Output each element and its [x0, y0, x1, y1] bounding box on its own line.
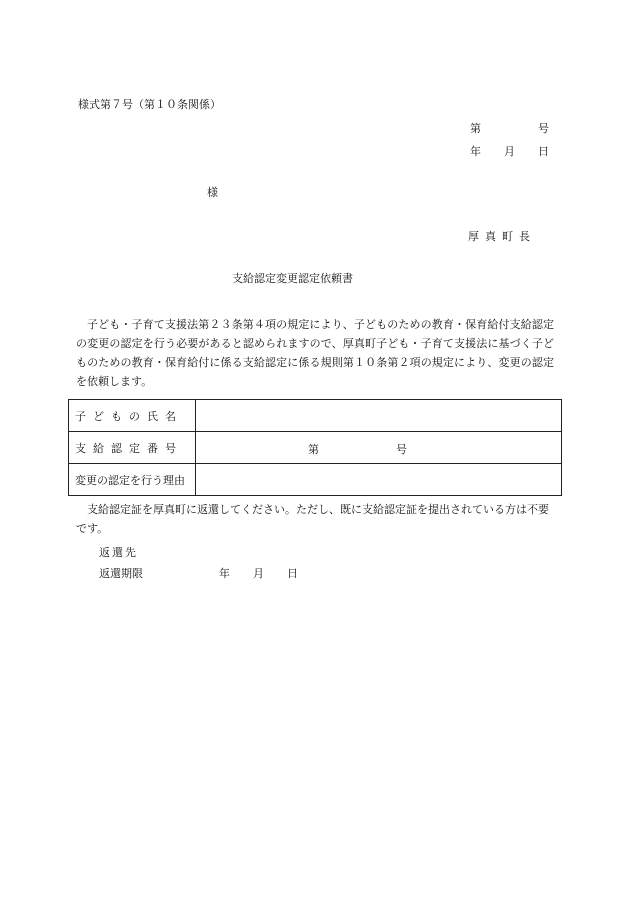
- certification-number-label: 支給認定番号: [69, 432, 196, 464]
- certification-number-value[interactable]: [196, 432, 562, 464]
- month-label: 月: [504, 145, 515, 158]
- year-label: 年: [470, 145, 481, 158]
- info-table: [68, 399, 562, 496]
- deadline-month-label: 月: [253, 567, 264, 580]
- day-label: 日: [538, 145, 549, 158]
- document-title: 支給認定変更認定依頼書: [232, 272, 353, 285]
- deadline-day-label: 日: [287, 567, 298, 580]
- body-paragraph: 子ども・子育て支援法第２３条第４項の規定により、子どものための教育・保育給付支給認定の変更の認定を行う必要があると認められますので、厚真町子ども・子育て支援法に基づく子どものための教育・保育給付に係る支給認定に係る規則第１０条第２項の規定により、変更の認定を依頼します。: [76, 318, 554, 388]
- table-row: [69, 432, 562, 464]
- return-deadline-label: 返還期限: [99, 567, 143, 580]
- table-row: [69, 400, 562, 432]
- issuer-name: 厚真町長: [468, 230, 536, 243]
- deadline-year-label: 年: [219, 567, 230, 580]
- number-prefix: 第: [470, 122, 481, 135]
- cert-number-suffix: 号: [396, 443, 407, 456]
- return-notice: 支給認定証を厚真町に返還してください。ただし、既に支給認定証を提出されている方は不要です。: [76, 503, 549, 535]
- number-suffix: 号: [538, 122, 549, 135]
- return-destination-label: 返還先: [99, 546, 138, 559]
- recipient-honorific: 様: [207, 186, 218, 199]
- cert-number-prefix: 第: [308, 443, 319, 456]
- change-reason-label: 変更の認定を行う理由: [69, 464, 196, 496]
- change-reason-value[interactable]: [196, 464, 562, 496]
- child-name-label: 子どもの氏名: [69, 400, 196, 432]
- child-name-value[interactable]: [196, 400, 562, 432]
- table-row: [69, 464, 562, 496]
- form-number: 様式第７号（第１０条関係）: [78, 98, 221, 111]
